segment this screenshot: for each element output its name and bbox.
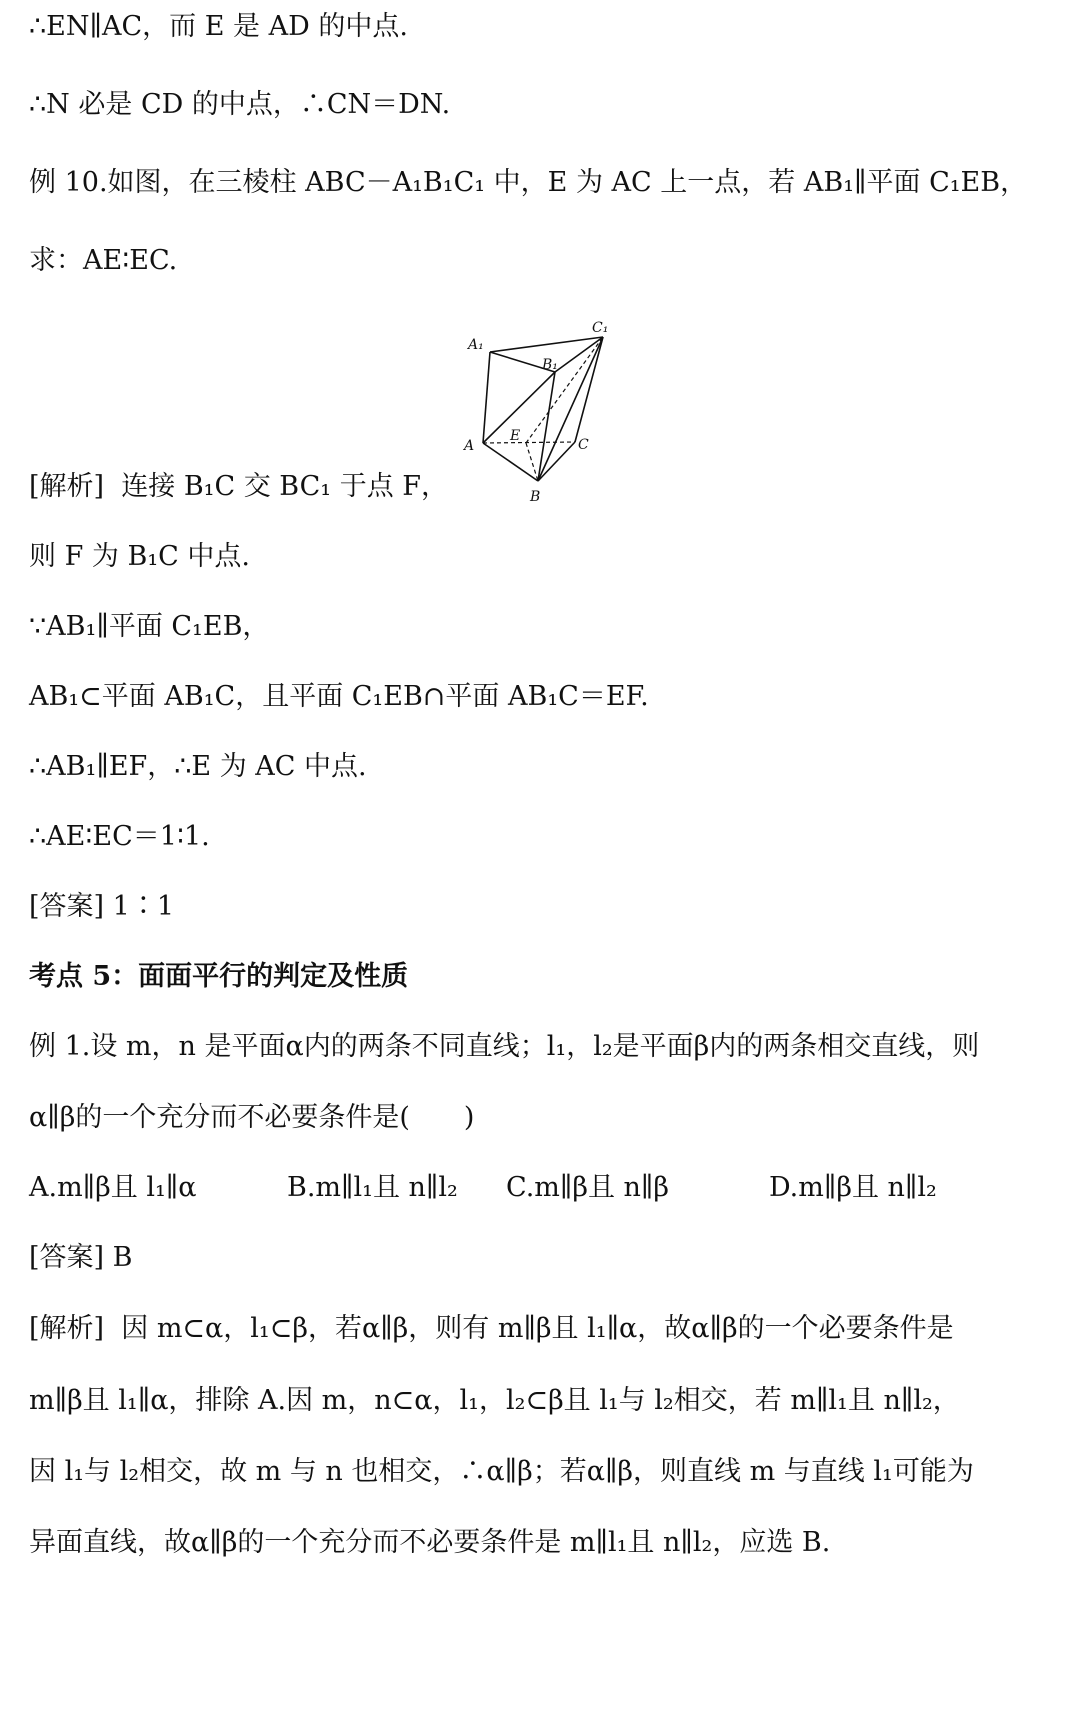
example-1-statement: 例 1.设 m，n 是平面α内的两条不同直线；l₁，l₂是平面β内的两条相交直线，则	[29, 1031, 980, 1062]
label-E: E	[510, 428, 521, 444]
option-b: B.m∥l₁且 n∥l₂	[287, 1172, 458, 1203]
analysis-1-line-3: 因 l₁与 l₂相交，故 m 与 n 也相交，∴α∥β；若α∥β，则直线 m 与直线 l₁可能为	[29, 1456, 974, 1487]
label-C1: C₁	[592, 320, 609, 336]
answer-1: [答案] B	[29, 1242, 133, 1273]
analysis-line-1: [解析] 连接 B₁C 交 BC₁ 于点 F，	[29, 471, 449, 502]
option-c: C.m∥β且 n∥β	[506, 1172, 670, 1203]
text-line-2: ∴N 必是 CD 的中点，∴CN＝DN.	[29, 89, 451, 120]
analysis-line-5: ∴AB₁∥EF，∴E 为 AC 中点.	[29, 751, 367, 782]
label-C: C	[578, 437, 589, 453]
analysis-line-4: AB₁⊂平面 AB₁C，且平面 C₁EB∩平面 AB₁C＝EF.	[29, 681, 649, 712]
option-d: D.m∥β且 n∥l₂	[769, 1172, 937, 1203]
edge-A-A1	[483, 352, 490, 443]
label-B: B	[530, 489, 541, 505]
analysis-line-6: ∴AE∶EC＝1∶1.	[29, 821, 210, 852]
edge-A-C-hidden	[483, 442, 575, 443]
example-10-statement: 例 10.如图，在三棱柱 ABC－A₁B₁C₁ 中，E 为 AC 上一点，若 AB₁∥平面 C₁EB，	[29, 167, 1028, 198]
example-10-question: 求：AE∶EC.	[29, 245, 178, 276]
analysis-1-line-2: m∥β且 l₁∥α，排除 A.因 m，n⊂α，l₁，l₂⊂β且 l₁与 l₂相交，若 m∥l₁且 n∥l₂，	[29, 1385, 960, 1416]
example-1-question: α∥β的一个充分而不必要条件是( )	[29, 1102, 475, 1133]
analysis-line-3: ∵AB₁∥平面 C₁EB，	[29, 611, 270, 642]
answer-10: [答案] 1∶1	[29, 891, 175, 922]
text-line-1: ∴EN∥AC，而 E 是 AD 的中点.	[29, 11, 408, 42]
analysis-1-line-4: 异面直线，故α∥β的一个充分而不必要条件是 m∥l₁且 n∥l₂，应选 B.	[29, 1527, 831, 1558]
section-heading: 考点 5：面面平行的判定及性质	[29, 961, 409, 992]
analysis-1-line-1: [解析] 因 m⊂α，l₁⊂β，若α∥β，则有 m∥β且 l₁∥α，故α∥β的一个必要条件是	[29, 1313, 954, 1344]
label-A1: A₁	[468, 337, 484, 353]
analysis-line-2: 则 F 为 B₁C 中点.	[29, 541, 250, 572]
label-B1: B₁	[542, 357, 558, 373]
label-A: A	[464, 438, 475, 454]
option-a: A.m∥β且 l₁∥α	[29, 1172, 197, 1203]
